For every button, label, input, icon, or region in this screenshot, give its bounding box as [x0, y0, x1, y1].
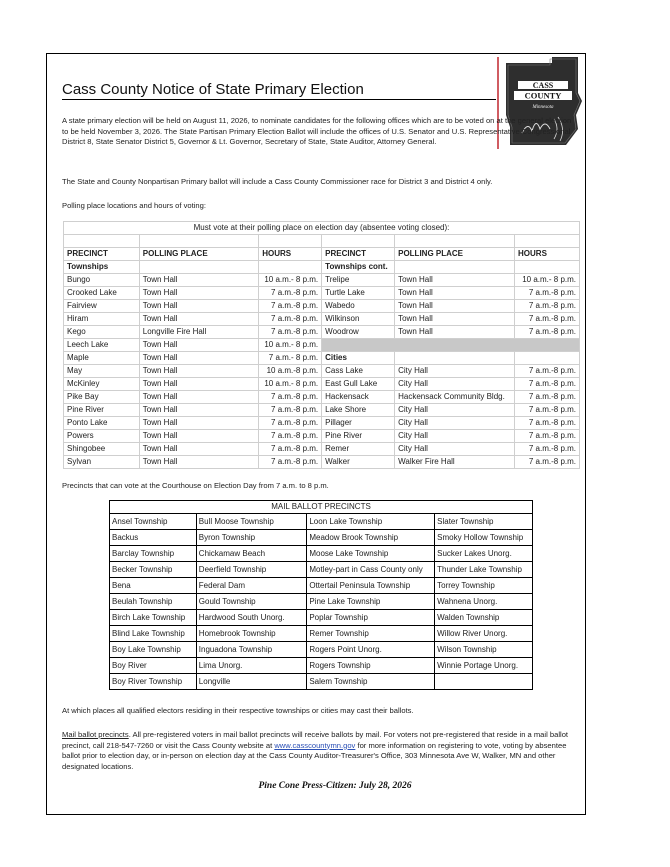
polling-hours: 7 a.m.-8 p.m.	[259, 443, 322, 456]
precinct-name: East Gull Lake	[322, 378, 395, 391]
precinct-name: Remer	[322, 443, 395, 456]
mail-precinct-cell: Torrey Township	[435, 578, 533, 594]
precinct-name: Pillager	[322, 417, 395, 430]
polling-place: City Hall	[395, 417, 515, 430]
mail-precinct-cell: Chickamaw Beach	[196, 546, 307, 562]
polling-hours: 10 a.m.- 8 p.m.	[259, 339, 322, 352]
table-row	[64, 300, 580, 313]
polling-place: Hackensack Community Bldg.	[395, 391, 515, 404]
polling-hours: 10 a.m.-8 p.m.	[259, 365, 322, 378]
table-row	[110, 626, 533, 642]
mail-precinct-cell: Ansel Township	[110, 514, 197, 530]
polling-hours: 7 a.m.-8 p.m.	[259, 326, 322, 339]
mail-precinct-cell: Rogers Township	[307, 658, 435, 674]
precinct-name: Shingobee	[64, 443, 140, 456]
spacer-cell	[259, 235, 322, 248]
precinct-name: Ponto Lake	[64, 417, 140, 430]
mail-precinct-cell: Beulah Township	[110, 594, 197, 610]
precinct-name: Trelipe	[322, 274, 395, 287]
table-row	[64, 365, 580, 378]
polling-place: Town Hall	[395, 300, 515, 313]
polling-hours: 7 a.m.-8 p.m.	[259, 404, 322, 417]
precinct-name: Hiram	[64, 313, 140, 326]
section-cities: Cities	[322, 352, 395, 365]
precinct-name: Pine River	[322, 430, 395, 443]
polling-hours: 7 a.m.-8 p.m.	[515, 326, 580, 339]
table-row	[110, 658, 533, 674]
precinct-name: Walker	[322, 456, 395, 469]
table-row	[110, 642, 533, 658]
table-row	[110, 674, 533, 690]
polling-place: Town Hall	[139, 339, 258, 352]
table-row	[64, 313, 580, 326]
mail-precinct-cell: Rogers Point Unorg.	[307, 642, 435, 658]
column-header: HOURS	[515, 248, 580, 261]
spacer-cell	[322, 235, 395, 248]
mail-ballot-caption: MAIL BALLOT PRECINCTS	[110, 501, 533, 514]
polling-place: Town Hall	[139, 352, 258, 365]
polling-hours: 7 a.m.-8 p.m.	[259, 391, 322, 404]
mail-precinct-cell: Willow River Unorg.	[435, 626, 533, 642]
mail-precinct-cell: Lima Unorg.	[196, 658, 307, 674]
precinct-name: Maple	[64, 352, 140, 365]
mail-precinct-cell: Birch Lake Township	[110, 610, 197, 626]
column-header: POLLING PLACE	[395, 248, 515, 261]
polling-place: Longville Fire Hall	[139, 326, 258, 339]
logo-state-text: Minnesota	[532, 105, 554, 110]
table-row	[110, 594, 533, 610]
table-row	[64, 287, 580, 300]
table-row	[64, 443, 580, 456]
precinct-name: Hackensack	[322, 391, 395, 404]
mail-precinct-cell: Meadow Brook Township	[307, 530, 435, 546]
mail-precinct-cell: Walden Township	[435, 610, 533, 626]
mail-ballot-label: Mail ballot precincts	[62, 730, 129, 739]
precinct-name: Fairview	[64, 300, 140, 313]
mail-precinct-cell: Inguadona Township	[196, 642, 307, 658]
column-header: PRECINCT	[64, 248, 140, 261]
column-header: PRECINCT	[322, 248, 395, 261]
table-row	[64, 391, 580, 404]
mail-precinct-cell: Backus	[110, 530, 197, 546]
mail-precinct-cell: Hardwood South Unorg.	[196, 610, 307, 626]
polling-hours: 7 a.m.-8 p.m.	[515, 300, 580, 313]
mail-precinct-cell: Deerfield Township	[196, 562, 307, 578]
precinct-name: Cass Lake	[322, 365, 395, 378]
mail-precinct-cell: Remer Township	[307, 626, 435, 642]
polling-place: Town Hall	[139, 365, 258, 378]
polling-place: City Hall	[395, 365, 515, 378]
polling-place: Town Hall	[395, 274, 515, 287]
precinct-name: Turtle Lake	[322, 287, 395, 300]
mail-precinct-cell: Boy Lake Township	[110, 642, 197, 658]
section-townships: Townships	[64, 261, 140, 274]
polling-place: Town Hall	[139, 378, 258, 391]
polling-table	[63, 221, 580, 469]
precinct-name: Pine River	[64, 404, 140, 417]
polling-hours: 7 a.m.-8 p.m.	[515, 391, 580, 404]
polling-place: City Hall	[395, 430, 515, 443]
polling-place: Town Hall	[139, 443, 258, 456]
spacer-cell	[64, 235, 140, 248]
mail-precinct-cell: Winnie Portage Unorg.	[435, 658, 533, 674]
intro-paragraph: A state primary election will be held on August 11, 2026, to nominate candidates for the following offices which are to be voted on at the general election to be held November 3, 2026. The State Partisan Primary Election Ballot will include the offices of U.S. Senator and U.S. Representative Congressional District 8, State Senator District 5, Governor & Lt. Governor, Secretary of State, State Auditor, Attorney General.	[62, 116, 572, 146]
mail-precinct-cell: Smoky Hollow Township	[435, 530, 533, 546]
courthouse-note: Precincts that can vote at the Courthouse on Election Day from 7 a.m. to 8 p.m.	[62, 481, 329, 490]
table-row	[110, 610, 533, 626]
polling-place: Town Hall	[139, 404, 258, 417]
precinct-name: Crooked Lake	[64, 287, 140, 300]
polling-place: Town Hall	[395, 287, 515, 300]
polling-hours: 10 a.m.- 8 p.m.	[259, 274, 322, 287]
mail-precinct-cell: Thunder Lake Township	[435, 562, 533, 578]
precinct-name: Pike Bay	[64, 391, 140, 404]
mail-precinct-cell: Ottertail Peninsula Township	[307, 578, 435, 594]
table-row	[110, 562, 533, 578]
precinct-name: Wabedo	[322, 300, 395, 313]
table-row	[64, 430, 580, 443]
polling-hours: 7 a.m.-8 p.m.	[515, 456, 580, 469]
mail-precinct-cell	[435, 674, 533, 690]
mail-precinct-cell: Barclay Township	[110, 546, 197, 562]
table-row	[64, 456, 580, 469]
table-row	[110, 546, 533, 562]
mail-precinct-cell: Boy River	[110, 658, 197, 674]
polling-place: Town Hall	[139, 287, 258, 300]
column-header: HOURS	[259, 248, 322, 261]
mail-precinct-cell: Wilson Township	[435, 642, 533, 658]
mail-precinct-cell: Slater Township	[435, 514, 533, 530]
polling-place: Town Hall	[139, 430, 258, 443]
table-row	[64, 339, 580, 352]
precinct-name: May	[64, 365, 140, 378]
polling-intro: Polling place locations and hours of voting:	[62, 201, 206, 210]
column-header: POLLING PLACE	[139, 248, 258, 261]
precinct-name: Powers	[64, 430, 140, 443]
table-row	[64, 417, 580, 430]
mail-precinct-cell: Gould Township	[196, 594, 307, 610]
mail-precinct-cell: Moose Lake Township	[307, 546, 435, 562]
polling-place: Town Hall	[139, 391, 258, 404]
mail-precinct-cell: Boy River Township	[110, 674, 197, 690]
polling-hours: 7 a.m.-8 p.m.	[515, 417, 580, 430]
mail-ballot-table	[109, 500, 533, 690]
mail-precinct-cell: Motley-part in Cass County only	[307, 562, 435, 578]
polling-hours: 7 a.m.-8 p.m.	[259, 313, 322, 326]
polling-place: Town Hall	[139, 456, 258, 469]
precinct-name: Lake Shore	[322, 404, 395, 417]
mail-precinct-cell: Byron Township	[196, 530, 307, 546]
polling-hours: 7 a.m.-8 p.m.	[259, 417, 322, 430]
mail-precinct-cell: Homebrook Township	[196, 626, 307, 642]
precinct-name: Leech Lake	[64, 339, 140, 352]
polling-hours: 7 a.m.-8 p.m.	[259, 300, 322, 313]
mail-precinct-cell: Federal Dam	[196, 578, 307, 594]
table-row	[110, 578, 533, 594]
table-row	[64, 352, 580, 365]
polling-hours: 7 a.m.-8 p.m.	[515, 287, 580, 300]
precinct-name: Wilkinson	[322, 313, 395, 326]
polling-place: Town Hall	[139, 300, 258, 313]
logo-cass-text: CASS	[532, 81, 554, 90]
polling-hours: 10 a.m.- 8 p.m.	[515, 274, 580, 287]
publication-footer: Pine Cone Press-Citizen: July 28, 2026	[258, 781, 412, 791]
mail-text-part1: . All pre-registered voters in mail ballot precincts will receive ballots by mail. For voters not pre-registered that reside in a mail ballot precinct, call 218-547-7260 or visit the Cass County website at	[62, 730, 569, 750]
spacer-cell	[139, 235, 258, 248]
polling-place: Town Hall	[395, 326, 515, 339]
empty-cell	[395, 352, 515, 365]
polling-hours: 7 a.m.-8 p.m.	[515, 430, 580, 443]
polling-hours: 10 a.m.- 8 p.m.	[259, 378, 322, 391]
polling-place: Town Hall	[139, 417, 258, 430]
polling-place: City Hall	[395, 404, 515, 417]
mail-precinct-cell: Becker Township	[110, 562, 197, 578]
precinct-name: Bungo	[64, 274, 140, 287]
empty-cell	[139, 261, 258, 274]
mail-precinct-cell: Salem Township	[307, 674, 435, 690]
mail-ballot-paragraph	[62, 730, 584, 772]
empty-cell	[259, 261, 322, 274]
table-row	[64, 404, 580, 417]
polling-hours: 7 a.m.-8 p.m.	[515, 365, 580, 378]
mail-precinct-cell: Wahnena Unorg.	[435, 594, 533, 610]
table-row	[64, 378, 580, 391]
polling-hours: 7 a.m.-8 p.m.	[259, 456, 322, 469]
grey-separator	[322, 339, 580, 352]
table-row	[64, 326, 580, 339]
mail-precinct-cell: Loon Lake Township	[307, 514, 435, 530]
polling-place: City Hall	[395, 378, 515, 391]
table-row	[64, 274, 580, 287]
polling-hours: 7 a.m.-8 p.m.	[515, 313, 580, 326]
polling-caption: Must vote at their polling place on election day (absentee voting closed):	[64, 222, 580, 235]
section-townships-cont: Townships cont.	[322, 261, 395, 274]
precinct-name: Sylvan	[64, 456, 140, 469]
polling-hours: 7 a.m.-8 p.m.	[515, 443, 580, 456]
logo-county-text: COUNTY	[524, 90, 562, 101]
spacer-cell	[515, 235, 580, 248]
precinct-name: Woodrow	[322, 326, 395, 339]
mail-precinct-cell: Longville	[196, 674, 307, 690]
empty-cell	[515, 352, 580, 365]
empty-cell	[515, 261, 580, 274]
nonpartisan-paragraph: The State and County Nonpartisan Primary ballot will include a Cass County Commissioner race for District 3 and District 4 only.	[62, 177, 493, 186]
polling-place: Town Hall	[139, 274, 258, 287]
precinct-name: Kego	[64, 326, 140, 339]
polling-hours: 7 a.m.-8 p.m.	[259, 287, 322, 300]
county-website-link[interactable]: www.casscountymn.gov	[274, 740, 356, 750]
polling-hours: 7 a.m.- 8 p.m.	[259, 352, 322, 365]
empty-cell	[395, 261, 515, 274]
mail-text-part2: for more information on registering to vote, voting by absentee ballot prior to election day, or in-person on election day at the Cass County Auditor-Treasurer's Office, 303 Minnesota Ave W, Walker, MN and other designated locations.	[62, 740, 567, 771]
mail-precinct-cell: Bull Moose Township	[196, 514, 307, 530]
mail-precinct-cell: Bena	[110, 578, 197, 594]
polling-hours: 7 a.m.-8 p.m.	[515, 378, 580, 391]
title-underline	[62, 99, 496, 100]
mail-precinct-cell: Blind Lake Township	[110, 626, 197, 642]
electors-note: At which places all qualified electors residing in their respective townships or cities may cast their ballots.	[62, 706, 414, 715]
polling-place: Town Hall	[139, 313, 258, 326]
table-row	[110, 530, 533, 546]
mail-precinct-cell: Sucker Lakes Unorg.	[435, 546, 533, 562]
polling-place: Walker Fire Hall	[395, 456, 515, 469]
polling-hours: 7 a.m.-8 p.m.	[515, 404, 580, 417]
polling-place: City Hall	[395, 443, 515, 456]
mail-precinct-cell: Poplar Township	[307, 610, 435, 626]
page-title: Cass County Notice of State Primary Election	[62, 81, 364, 98]
spacer-cell	[395, 235, 515, 248]
precinct-name: McKinley	[64, 378, 140, 391]
mail-precinct-cell: Pine Lake Township	[307, 594, 435, 610]
table-row	[110, 514, 533, 530]
polling-place: Town Hall	[395, 313, 515, 326]
polling-hours: 7 a.m.-8 p.m.	[259, 430, 322, 443]
